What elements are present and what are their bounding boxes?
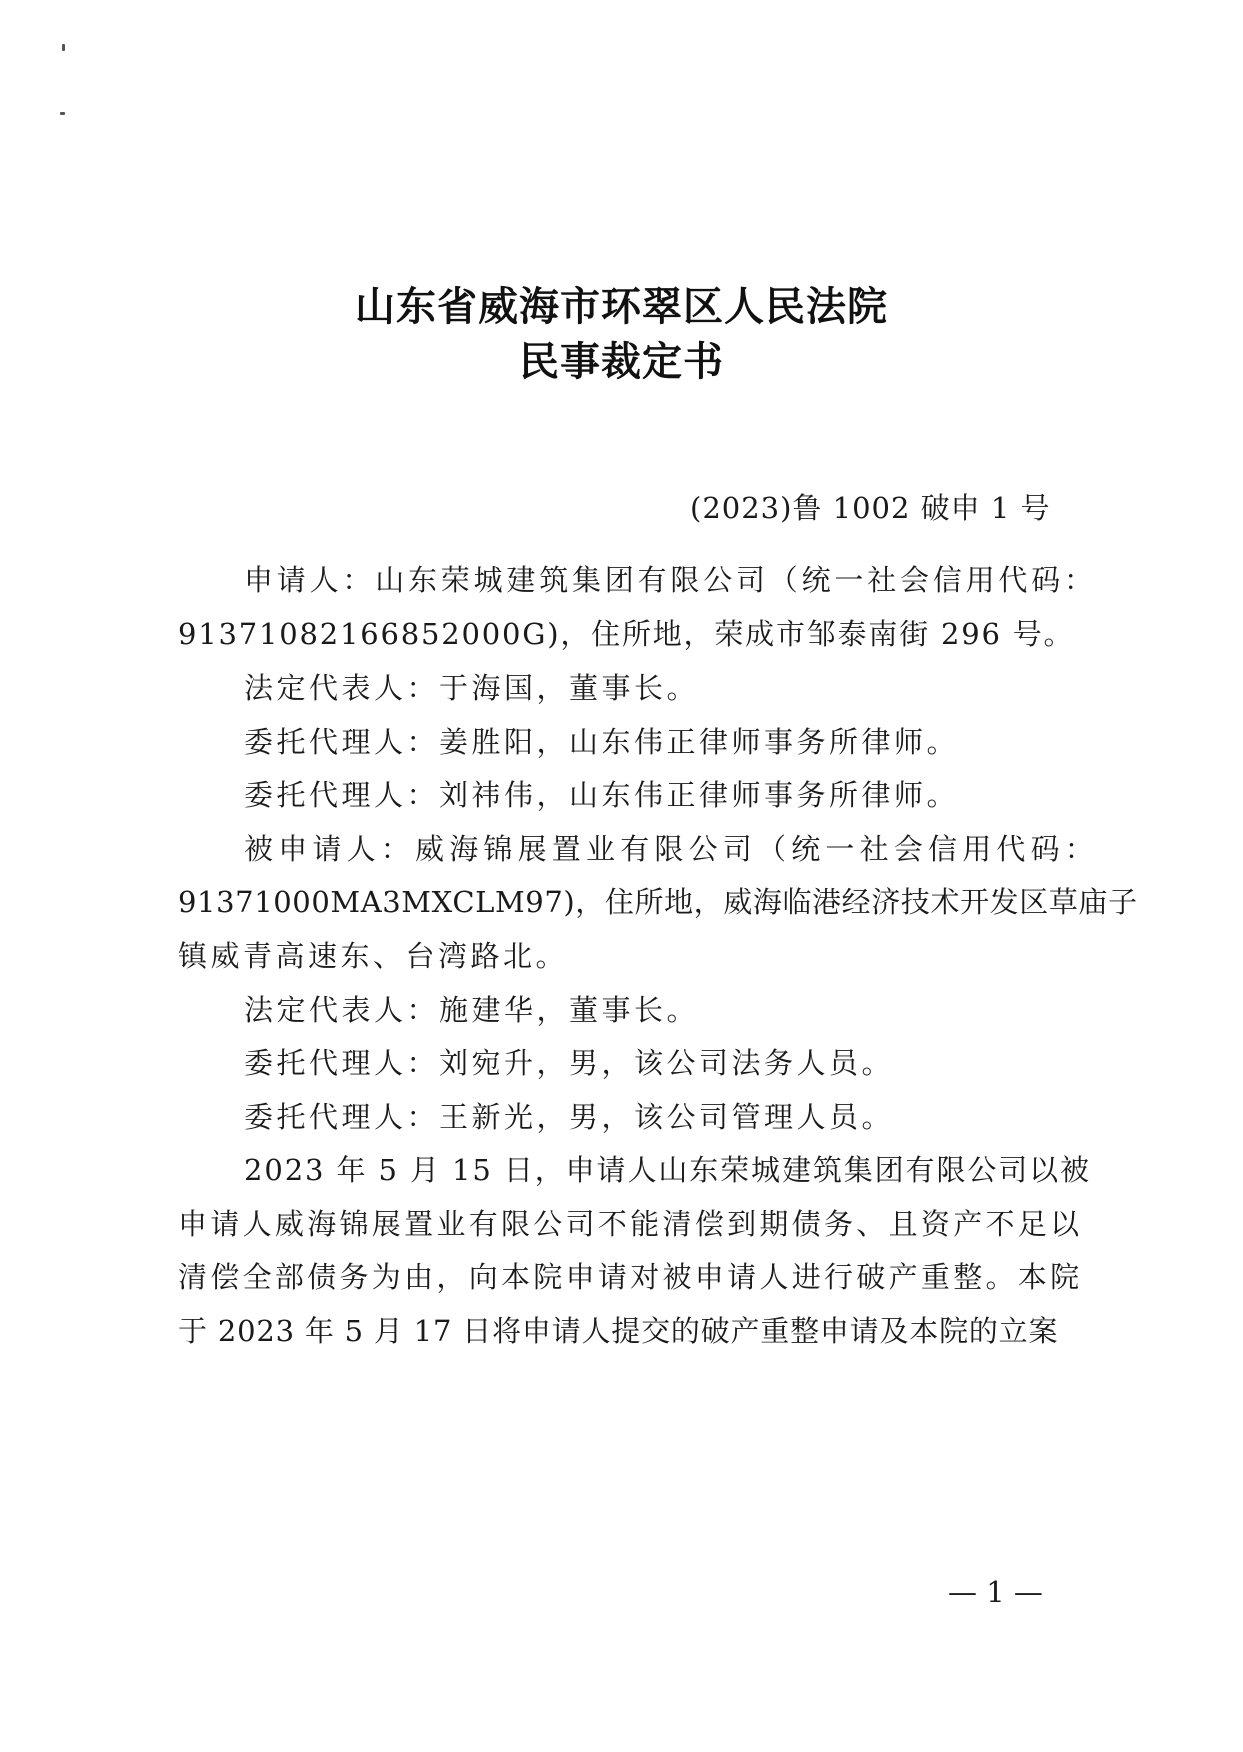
scan-dot-mark bbox=[62, 44, 65, 51]
body-line: 91371082166852000G)，住所地，荣成市邹泰南街 296 号。 bbox=[178, 617, 1075, 651]
body-line: 委托代理人：姜胜阳，山东伟正律师事务所律师。 bbox=[244, 725, 960, 759]
court-name: 山东省威海市环翠区人民法院 bbox=[355, 284, 888, 330]
body-line: 清偿全部债务为由，向本院申请对被申请人进行破产重整。本院 bbox=[178, 1260, 1083, 1294]
body-line: 被申请人：威海锦展置业有限公司（统一社会信用代码： bbox=[244, 832, 1100, 866]
body-line: 于 2023 年 5 月 17 日将申请人提交的破产重整申请及本院的立案 bbox=[178, 1314, 1059, 1348]
body-line: 镇威青高速东、台湾路北。 bbox=[178, 939, 569, 973]
body-line: 申请人威海锦展置业有限公司不能清偿到期债务、且资产不足以 bbox=[178, 1207, 1083, 1241]
page-number: — 1 — bbox=[948, 1575, 1043, 1609]
body-line: 2023 年 5 月 15 日，申请人山东荣城建筑集团有限公司以被 bbox=[244, 1153, 1091, 1187]
document-type-title: 民事裁定书 bbox=[519, 339, 724, 385]
case-number: (2023)鲁 1002 破申 1 号 bbox=[690, 491, 1051, 525]
body-line: 委托代理人：刘宛升，男，该公司法务人员。 bbox=[244, 1046, 895, 1080]
body-line: 申请人：山东荣城建筑集团有限公司（统一社会信用代码： bbox=[244, 563, 1097, 597]
body-line: 法定代表人：于海国，董事长。 bbox=[244, 671, 700, 705]
body-line: 法定代表人：施建华，董事长。 bbox=[244, 993, 700, 1027]
body-line: 91371000MA3MXCLM97)，住所地，威海临港经济技术开发区草庙子 bbox=[178, 885, 1138, 919]
scan-dot-mark bbox=[60, 112, 65, 115]
body-line: 委托代理人：王新光，男，该公司管理人员。 bbox=[244, 1100, 895, 1134]
body-line: 委托代理人：刘祎伟，山东伟正律师事务所律师。 bbox=[244, 778, 960, 812]
